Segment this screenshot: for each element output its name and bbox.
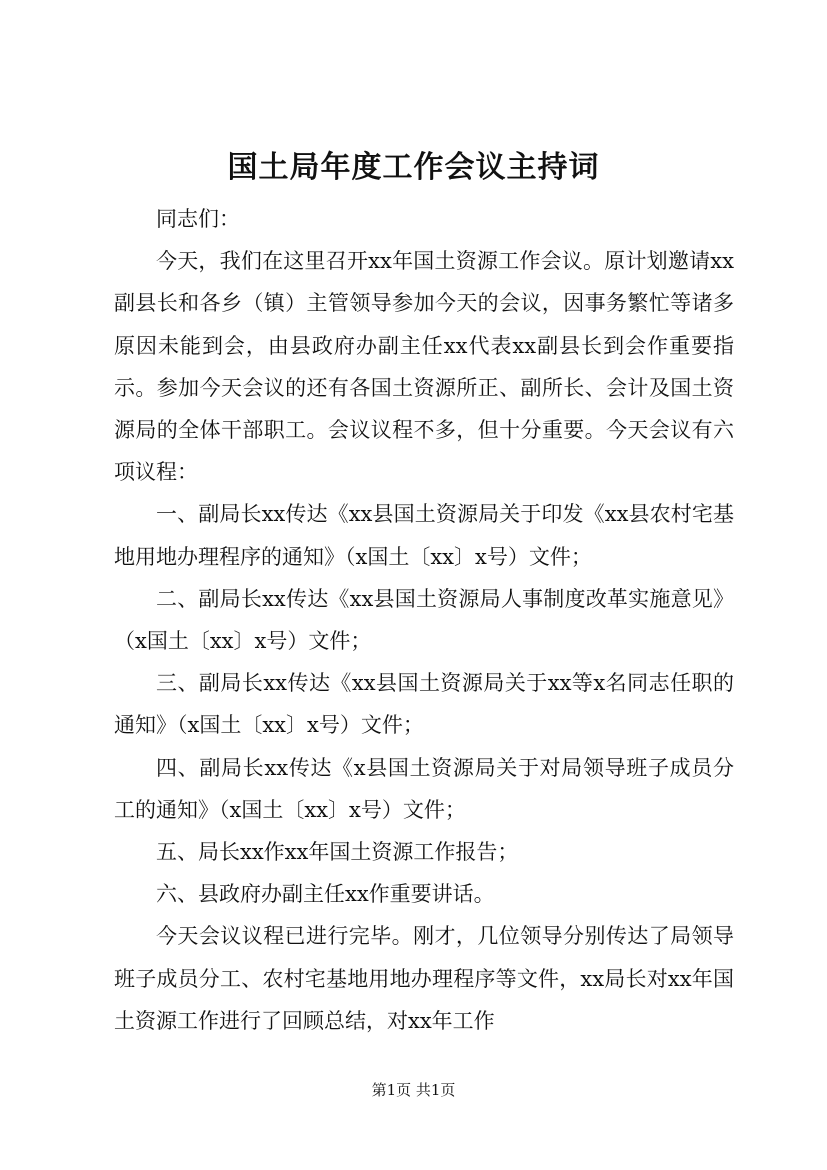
paragraph-closing: 今天会议议程已进行完毕。刚才，几位领导分别传达了局领导班子成员分工、农村宅基地用地办理程序等文件，xx局长对xx年国土资源工作进行了回顾总结，对xx年工作 — [114, 924, 734, 1033]
paragraph-intro: 今天，我们在这里召开xx年国土资源工作会议。原计划邀请xx副县长和各乡（镇）主管领导参加今天的会议，因事务繁忙等诸多原因未能到会，由县政府办副主任xx代表xx副县长到会作重要指示。参加今天会议的还有各国土资源所正、副所长、会计及国土资源局的全体干部职工。会议议程不多，但十分重要。今天会议有六项议程： — [114, 249, 734, 485]
agenda-item-1: 一、副局长xx传达《xx县国土资源局关于印发《xx县农村宅基地用地办理程序的通知》（x国土〔xx〕x号）文件； — [114, 502, 734, 569]
agenda-item-6: 六、县政府办副主任xx作重要讲话。 — [156, 882, 495, 907]
agenda-item-3: 三、副局长xx传达《xx县国土资源局关于xx等x名同志任职的通知》（x国土〔xx〕x号）文件； — [114, 671, 734, 738]
document-title: 国土局年度工作会议主持词 — [227, 150, 600, 185]
agenda-item-5: 五、局长xx作xx年国土资源工作报告； — [156, 840, 519, 865]
page-footer: 第1页 共1页 — [371, 1081, 456, 1099]
paragraph-salutation: 同志们： — [156, 207, 240, 231]
document-body — [114, 198, 734, 1042]
agenda-item-4: 四、副局长xx传达《x县国土资源局关于对局领导班子成员分工的通知》（x国土〔xx〕x号）文件； — [114, 755, 734, 822]
agenda-item-2: 二、副局长xx传达《xx县国土资源局人事制度改革实施意见》（x国土〔xx〕x号）文件； — [114, 586, 734, 654]
